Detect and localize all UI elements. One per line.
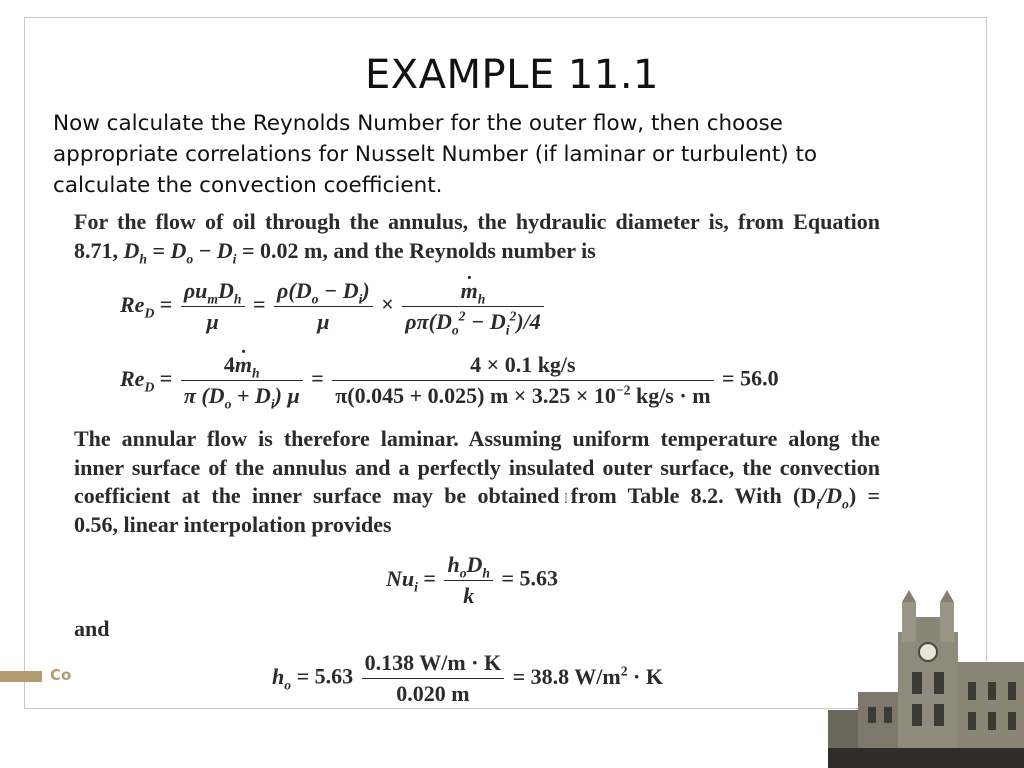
textbook-excerpt xyxy=(74,208,880,265)
para2-line-4: 0.56, linear interpolation provides xyxy=(74,511,392,537)
intro-text xyxy=(53,108,933,201)
fraction-rho-do-di: $\frac{\rho(D_o - D_i)}{\mu}$ xyxy=(274,278,373,335)
intro-line-3: calculate the convection coefficient. xyxy=(53,173,443,198)
footer-accent-bar xyxy=(0,671,42,682)
reynolds-equation-general: $Re_D$ = $\frac{\rho u_mD_h}{\mu}$ = $\frac{\rho(D_o - D_i)}{\mu}$ × · $\frac{m_h}{\rho\pi(D_o^2 - D_i^2)/4}$ xyxy=(120,278,547,335)
para2-line-1: The annular flow is therefore laminar. Assuming uniform temperature along the xyxy=(74,426,880,451)
and-word: and xyxy=(74,616,110,641)
fraction-numeric: $\frac{4 \times 0.1 kg/s}{\pi(0.045 + 0.025) m \times 3.25 \times 10^{-2} kg/s \cdot m}$ xyxy=(332,352,713,409)
para1-line-2: 8.71, $D_h = D_o - D_i = 0.02$ m, and the Reynolds number is xyxy=(74,237,596,266)
convection-result: = 38.8 $W/m^2 \cdot K$ xyxy=(512,663,663,689)
fraction-mdot-annulus: · $\frac{m_h}{\rho\pi(D_o^2 - D_i^2)/4}$ xyxy=(402,278,543,335)
fraction-rho-um-dh: $\frac{\rho u_mD_h}{\mu}$ xyxy=(181,278,245,335)
para2-line-2: inner surface of the annulus and a perfectly insulated outer surface, the convection xyxy=(74,454,880,480)
intro-line-2: appropriate correlations for Nusselt Number (if laminar or turbulent) to xyxy=(53,142,818,167)
para1-line-1: For the flow of oil through the annulus, the hydraulic diameter is, from Equation xyxy=(74,209,880,234)
text-cursor-icon xyxy=(565,488,567,508)
nusselt-equation: $Nu_i$ = $\frac{h_oD_h}{k}$ = 5.63 xyxy=(386,552,559,608)
campus-building-photo xyxy=(828,572,1024,768)
reynolds-equation-numeric: $Re_D$ = $\frac{4\cdot m_h}{\pi (D_o + D_i) \mu}$ = $\frac{4 \times 0.1 kg/s}{\pi(0.045 + 0.025) m \times 3.25 \times 10^{-2} kg/s \cdot m}$ = 56.0 xyxy=(120,352,779,409)
fraction-4mdot: $\frac{4\cdot m_h}{\pi (D_o + D_i) \mu}$ xyxy=(181,352,303,409)
intro-line-1: Now calculate the Reynolds Number for the outer flow, then choose xyxy=(53,111,783,136)
paragraph-laminar xyxy=(74,425,880,539)
convection-coefficient-equation: $h_o = 5.63$ $\frac{0.138 W/m \cdot K}{0.020 m}$ = 38.8 $W/m^2 \cdot K$ xyxy=(272,650,663,706)
slide-title: EXAMPLE 11.1 xyxy=(364,52,659,98)
para2-line-3: coefficient at the inner surface may be obtained from Table 8.2. With $(D_i/D_o)$ = xyxy=(74,483,880,512)
fraction-ho-dh-k: $\frac{h_oD_h}{k}$ xyxy=(444,552,493,609)
nusselt-result: = 5.63 xyxy=(501,565,559,591)
reynolds-result: = 56.0 xyxy=(722,365,779,391)
fraction-k-over-dh: $\frac{0.138 W/m \cdot K}{0.020 m}$ xyxy=(362,650,505,707)
paragraph-hydraulic-diameter xyxy=(74,208,880,265)
footer-text: Co xyxy=(50,666,72,684)
